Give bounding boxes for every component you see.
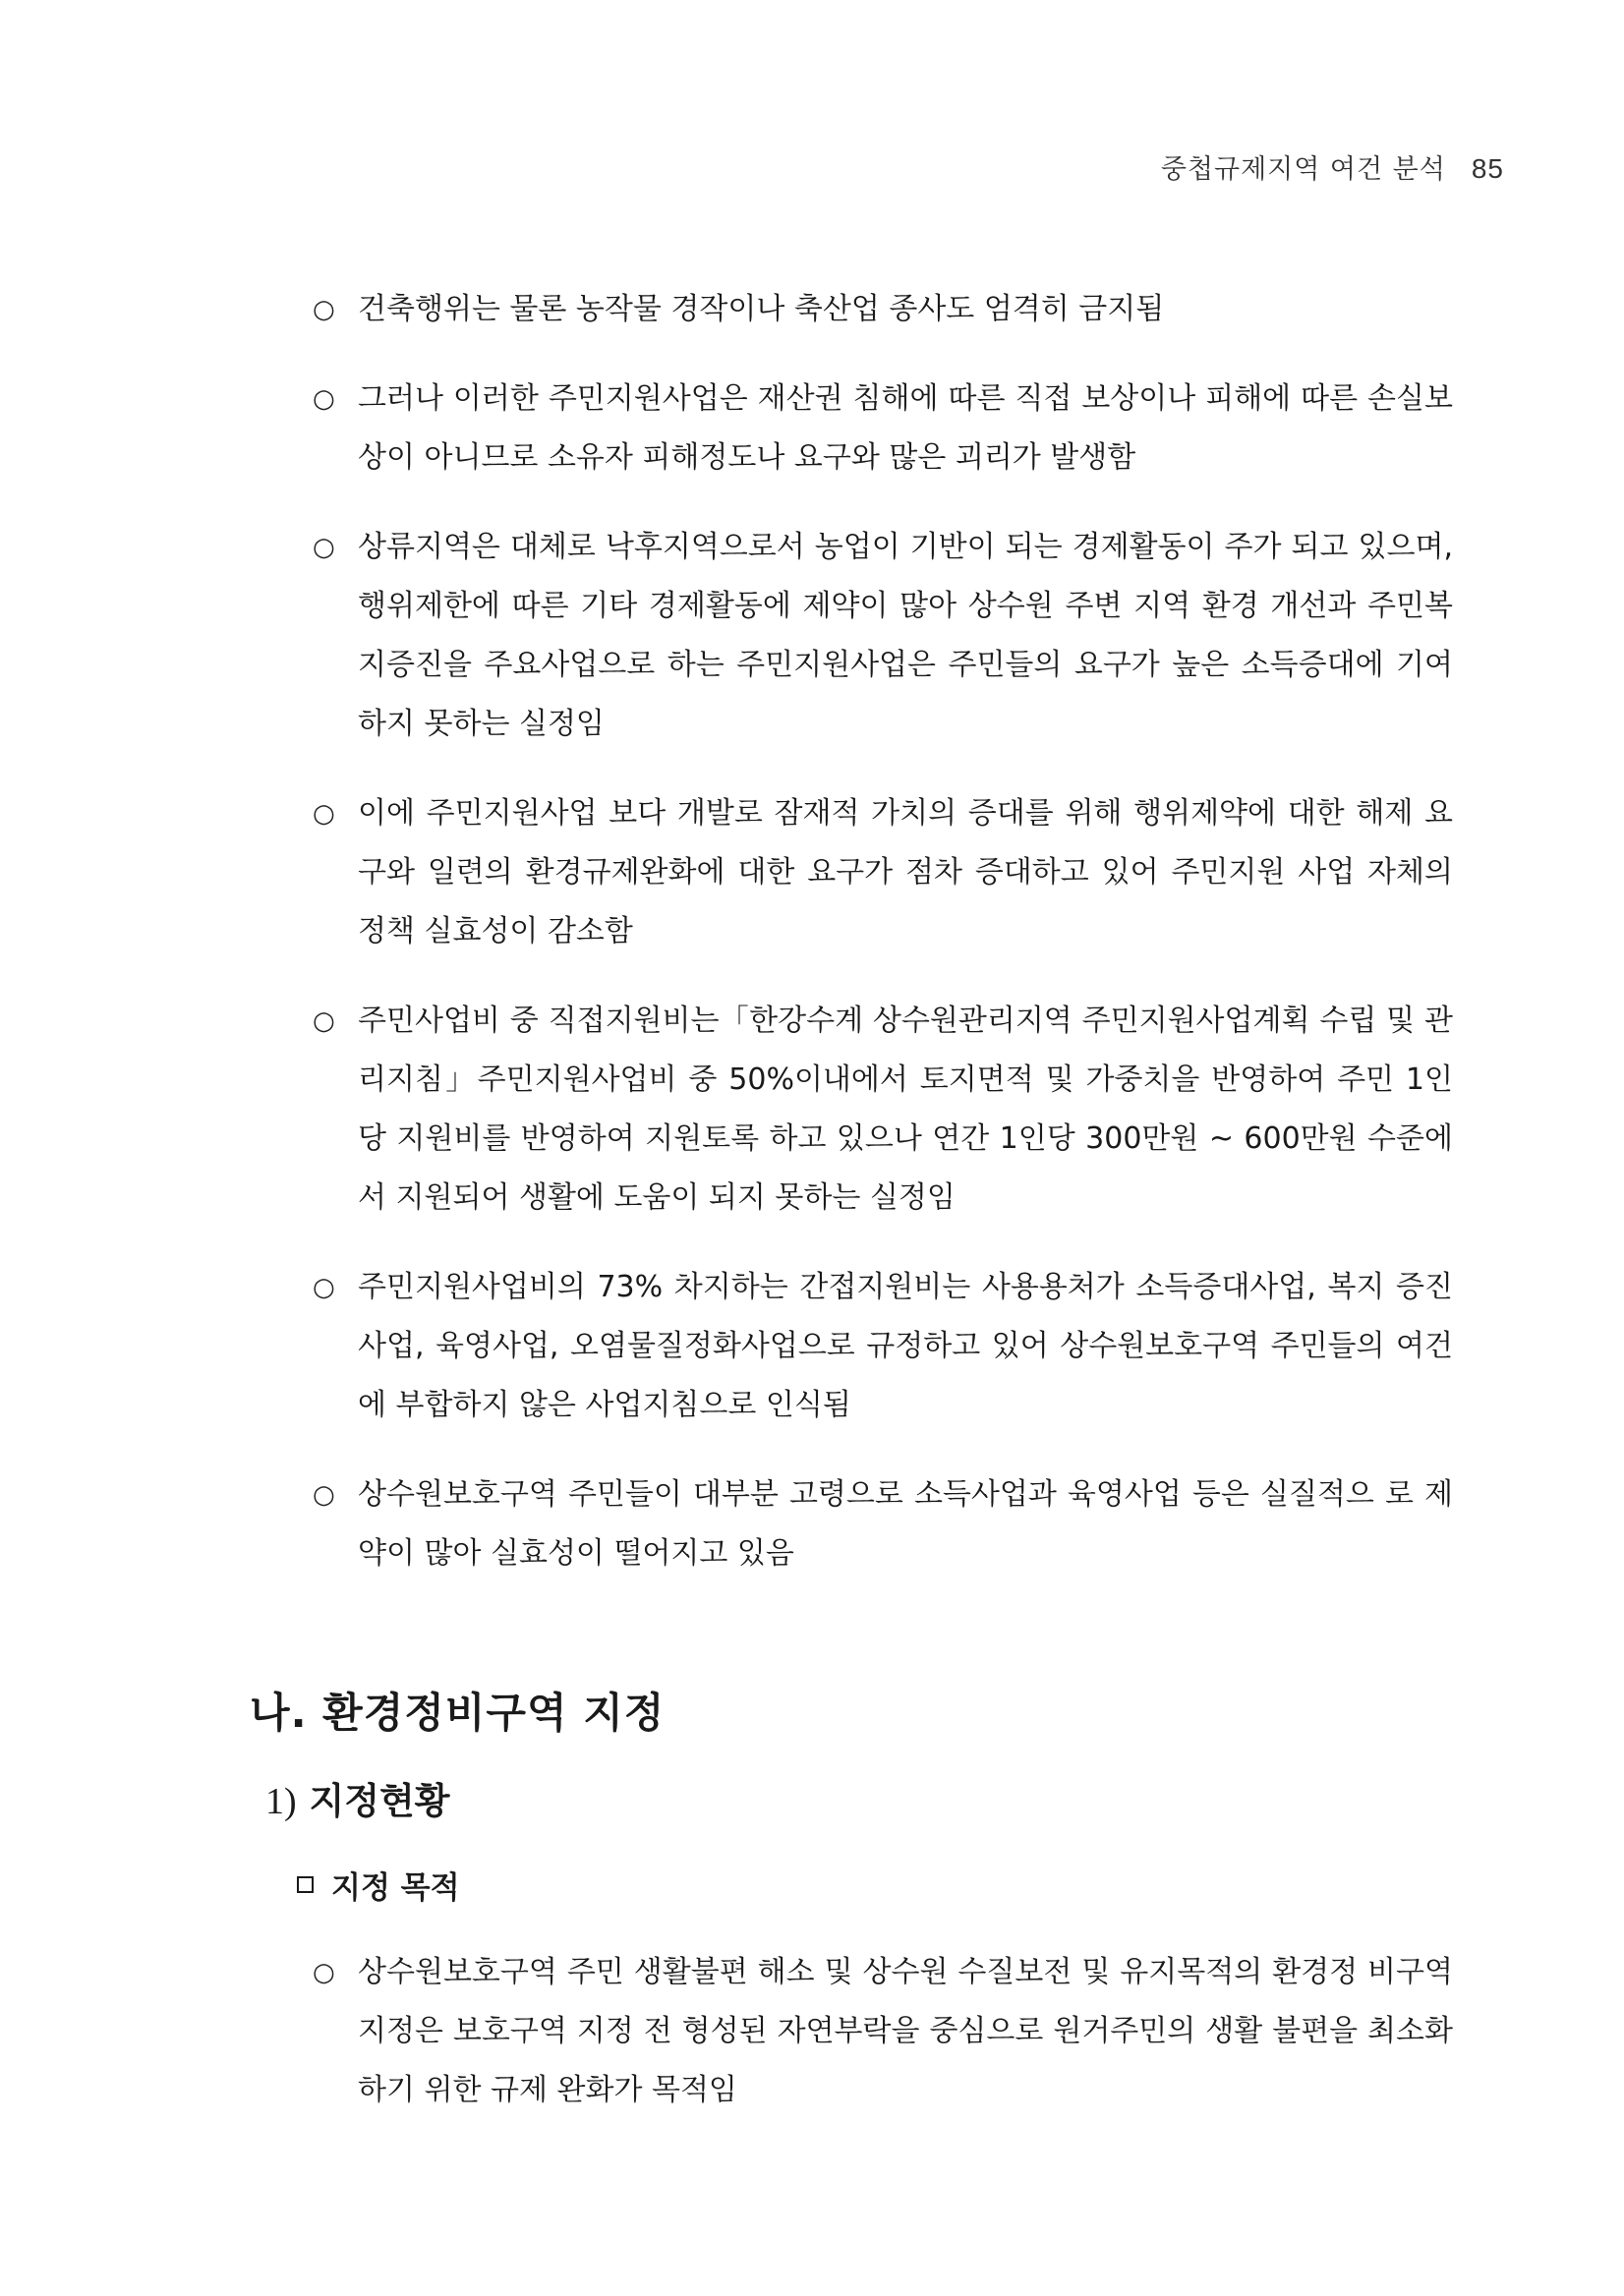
bullet-paragraph xyxy=(313,518,1453,754)
paragraph-text: 이에 주민지원사업 보다 개발로 잠재적 가치의 증대를 위해 행위제약에 대한 해제 요구와 일련의 환경규제완화에 대한 요구가 점차 증대하고 있어 주민지원 사업 자체의 정책 실효성이 감소함 xyxy=(358,796,1453,948)
sub-heading-number: 1) xyxy=(265,1781,297,1822)
running-header xyxy=(1161,147,1504,186)
circle-bullet-icon: ○ xyxy=(313,1006,335,1036)
bullet-list xyxy=(313,280,1453,1614)
bullet-paragraph xyxy=(313,1258,1453,1435)
square-box-icon xyxy=(297,1876,314,1893)
box-item xyxy=(297,1863,460,1907)
circle-bullet-icon: ○ xyxy=(313,384,335,414)
paragraph-text: 상수원보호구역 주민들이 대부분 고령으로 소득사업과 육영사업 등은 실질적으 로 제약이 많아 실효성이 떨어지고 있음 xyxy=(358,1477,1453,1571)
circle-bullet-icon: ○ xyxy=(313,295,335,324)
circle-bullet-icon: ○ xyxy=(313,533,335,562)
paragraph-text: 상수원보호구역 주민 생활불편 해소 및 상수원 수질보전 및 유지목적의 환경정 비구역 지정은 보호구역 지정 전 형성된 자연부락을 중심으로 원거주민의 생활 불편을 최소화하기 위한 규제 완화가 목적임 xyxy=(358,1955,1453,2107)
box-item-label: 지정 목적 xyxy=(331,1870,460,1906)
circle-bullet-icon: ○ xyxy=(313,1273,335,1302)
circle-bullet-icon: ○ xyxy=(313,1480,335,1510)
bullet-paragraph xyxy=(313,992,1453,1228)
circle-bullet-icon: ○ xyxy=(313,1958,335,1987)
bullet-paragraph xyxy=(313,280,1453,339)
section-bullet-list xyxy=(313,1943,1453,2151)
sub-heading-text: 지정현황 xyxy=(309,1780,450,1822)
header-title: 중첩규제지역 여건 분석 xyxy=(1160,154,1446,185)
paragraph-text: 주민지원사업비의 73% 차지하는 간접지원비는 사용용처가 소득증대사업, 복지 증진사업, 육영사업, 오염물질정화사업으로 규정하고 있어 상수원보호구역 주민들의 여건에 부합하지 않은 사업지침으로 인식됨 xyxy=(358,1270,1453,1422)
bullet-paragraph xyxy=(313,784,1453,961)
paragraph-text: 주민사업비 중 직접지원비는「한강수계 상수원관리지역 주민지원사업계획 수립 및 관리지침」주민지원사업비 중 50%이내에서 토지면적 및 가중치을 반영하여 주민 1인당 지원비를 반영하여 지원토록 하고 있으나 연간 1인당 300만원 ~ 600만원 수준에서 지원되어 생활에 도움이 되지 못하는 실정임 xyxy=(358,1004,1453,1215)
section-heading: 나. 환경정비구역 지정 xyxy=(250,1689,666,1737)
bullet-paragraph xyxy=(313,1943,1453,2120)
page-number: 85 xyxy=(1471,153,1504,184)
bullet-paragraph xyxy=(313,1465,1453,1583)
circle-bullet-icon: ○ xyxy=(313,799,335,829)
sub-heading xyxy=(265,1771,450,1824)
paragraph-text: 상류지역은 대체로 낙후지역으로서 농업이 기반이 되는 경제활동이 주가 되고 있으며, 행위제한에 따른 기타 경제활동에 제약이 많아 상수원 주변 지역 환경 개선과 주민복지증진을 주요사업으로 하는 주민지원사업은 주민들의 요구가 높은 소득증대에 기여하지 못하는 실정임 xyxy=(358,530,1453,741)
bullet-paragraph xyxy=(313,370,1453,488)
paragraph-text: 그러나 이러한 주민지원사업은 재산권 침해에 따른 직접 보상이나 피해에 따른 손실보상이 아니므로 소유자 피해정도나 요구와 많은 괴리가 발생함 xyxy=(358,381,1453,475)
paragraph-text: 건축행위는 물론 농작물 경작이나 축산업 종사도 엄격히 금지됨 xyxy=(358,292,1165,326)
